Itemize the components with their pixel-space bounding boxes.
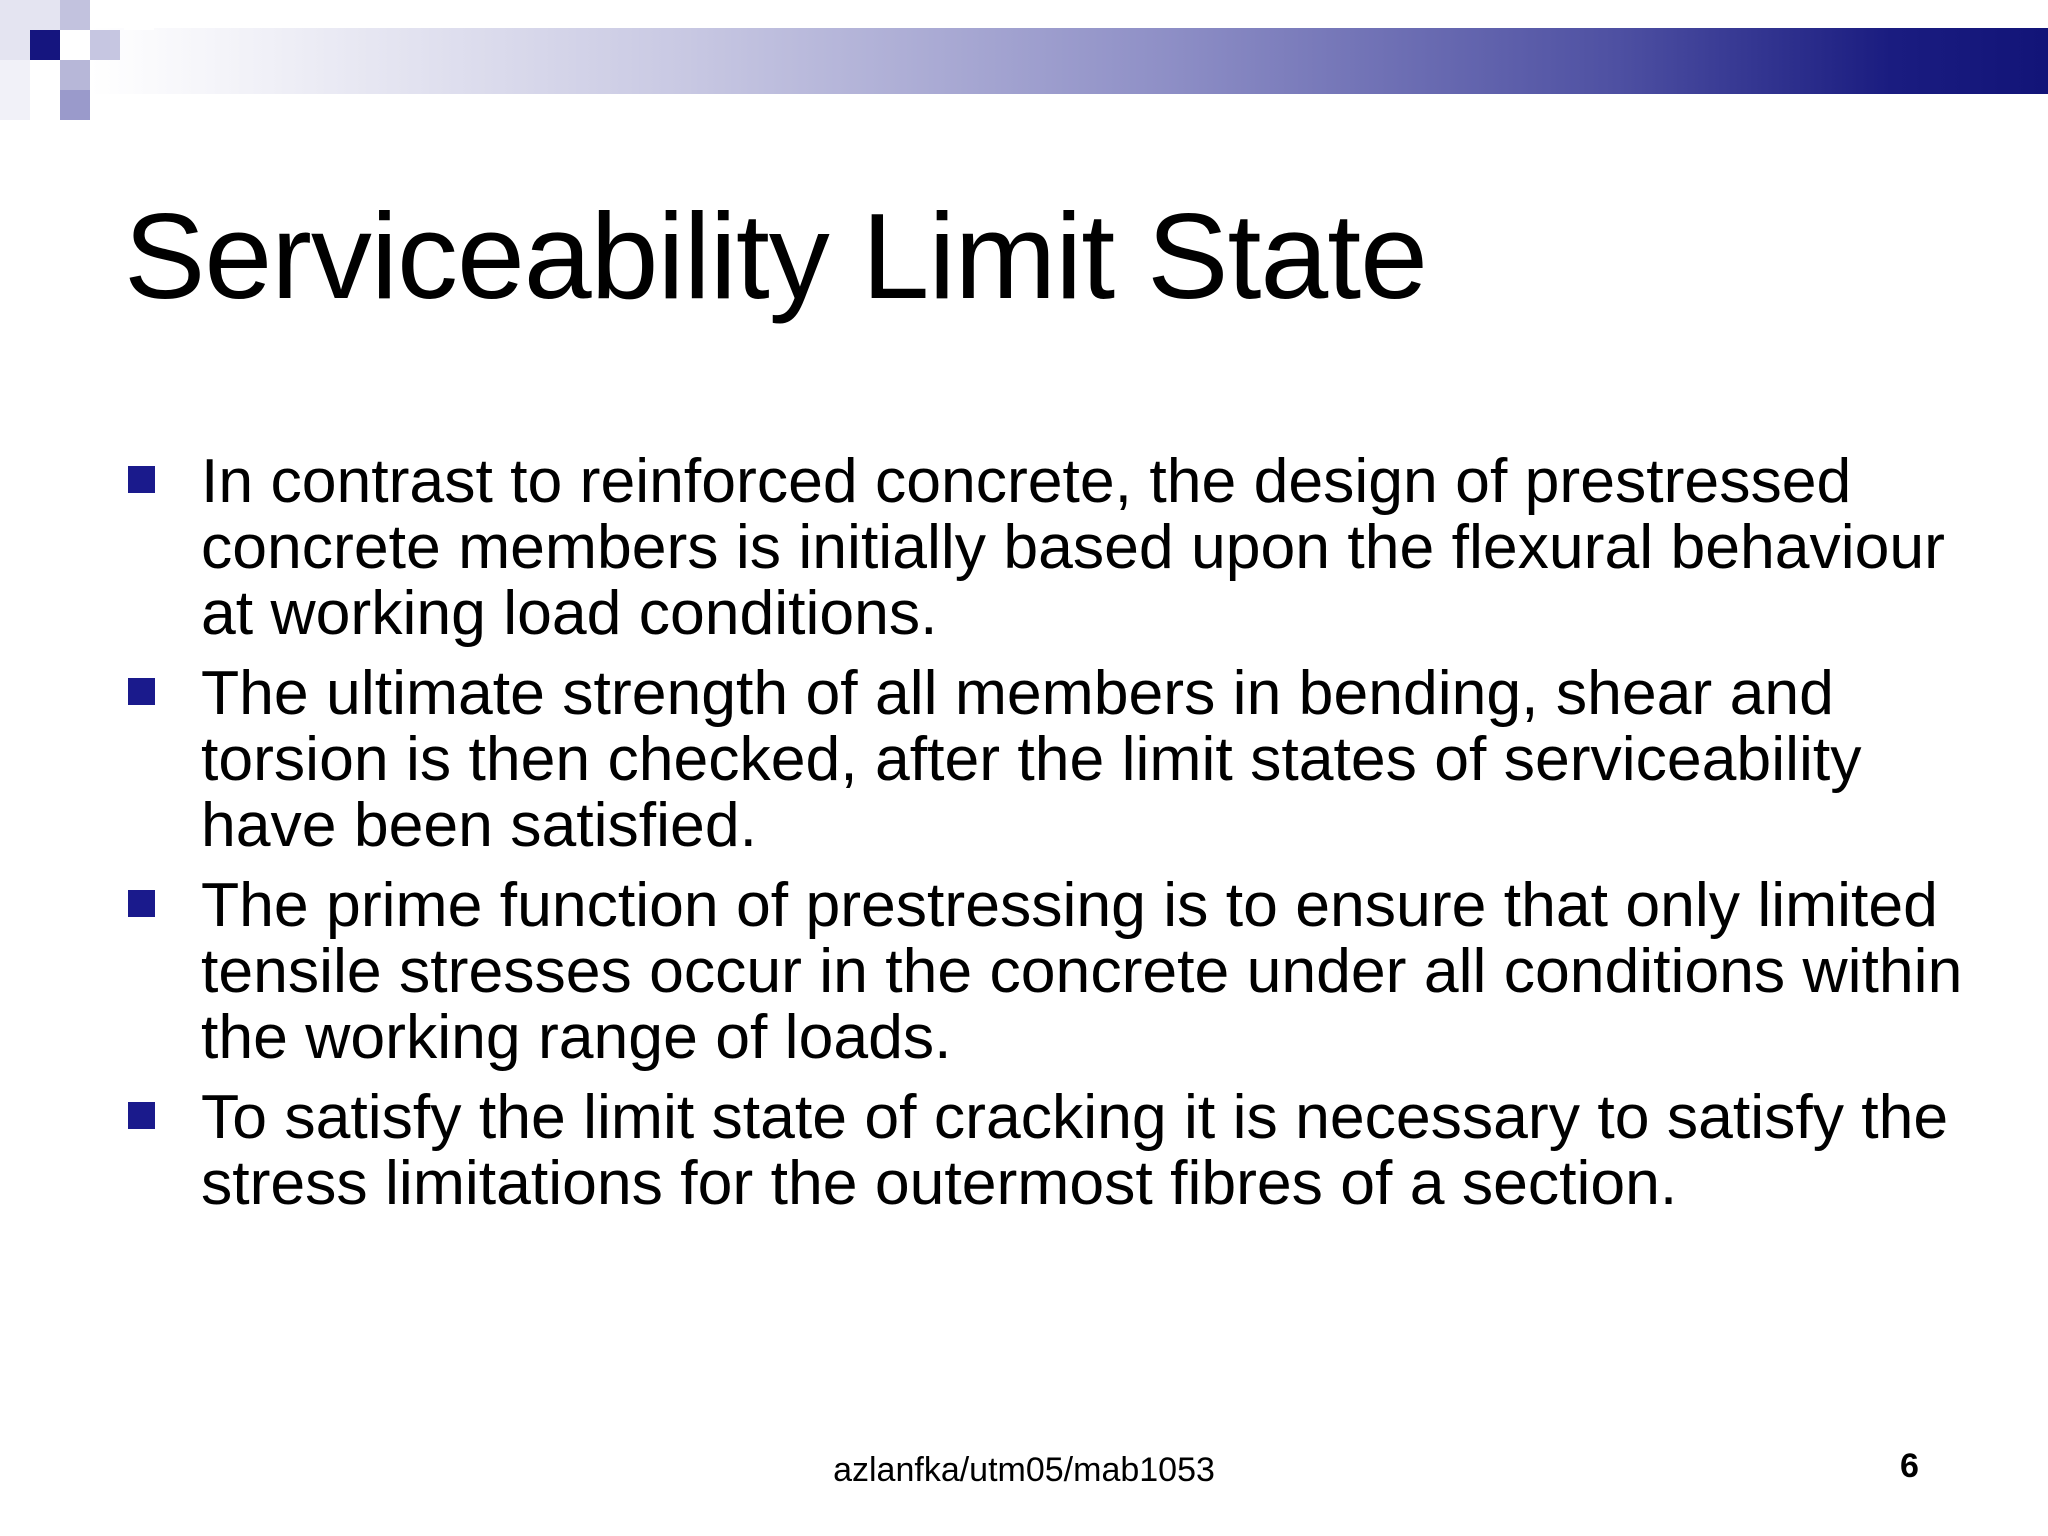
- square-bullet-icon: [128, 466, 155, 493]
- square-bullet-icon: [128, 890, 155, 917]
- bullet-item: [126, 448, 1986, 646]
- bullet-text: The prime function of prestressing is to ensure that only limited tensile stresses occur in the concrete under all conditions within the working range of loads.: [201, 870, 1963, 1072]
- square-bullet-icon: [128, 1102, 155, 1129]
- bullet-item: [126, 660, 1986, 858]
- slide-title: Serviceability Limit State: [124, 188, 1427, 324]
- footer-text: azlanfka/utm05/mab1053: [833, 1451, 1215, 1489]
- bullet-list: [126, 448, 1986, 1230]
- bullet-text: To satisfy the limit state of cracking it is necessary to satisfy the stress limitations for the outermost fibres of a section.: [201, 1082, 1949, 1218]
- square-bullet-icon: [128, 678, 155, 705]
- bullet-text: In contrast to reinforced concrete, the design of prestressed concrete members is initially based upon the flexural behaviour at working load conditions.: [201, 446, 1945, 648]
- page-number: 6: [1900, 1447, 1919, 1485]
- bullet-item: [126, 872, 1986, 1070]
- bullet-item: [126, 1084, 1986, 1216]
- header-gradient-band: [90, 28, 2048, 94]
- bullet-text: The ultimate strength of all members in bending, shear and torsion is then checked, after the limit states of serviceability have been satisfied.: [201, 658, 1862, 860]
- decorative-squares-logo: [0, 0, 160, 130]
